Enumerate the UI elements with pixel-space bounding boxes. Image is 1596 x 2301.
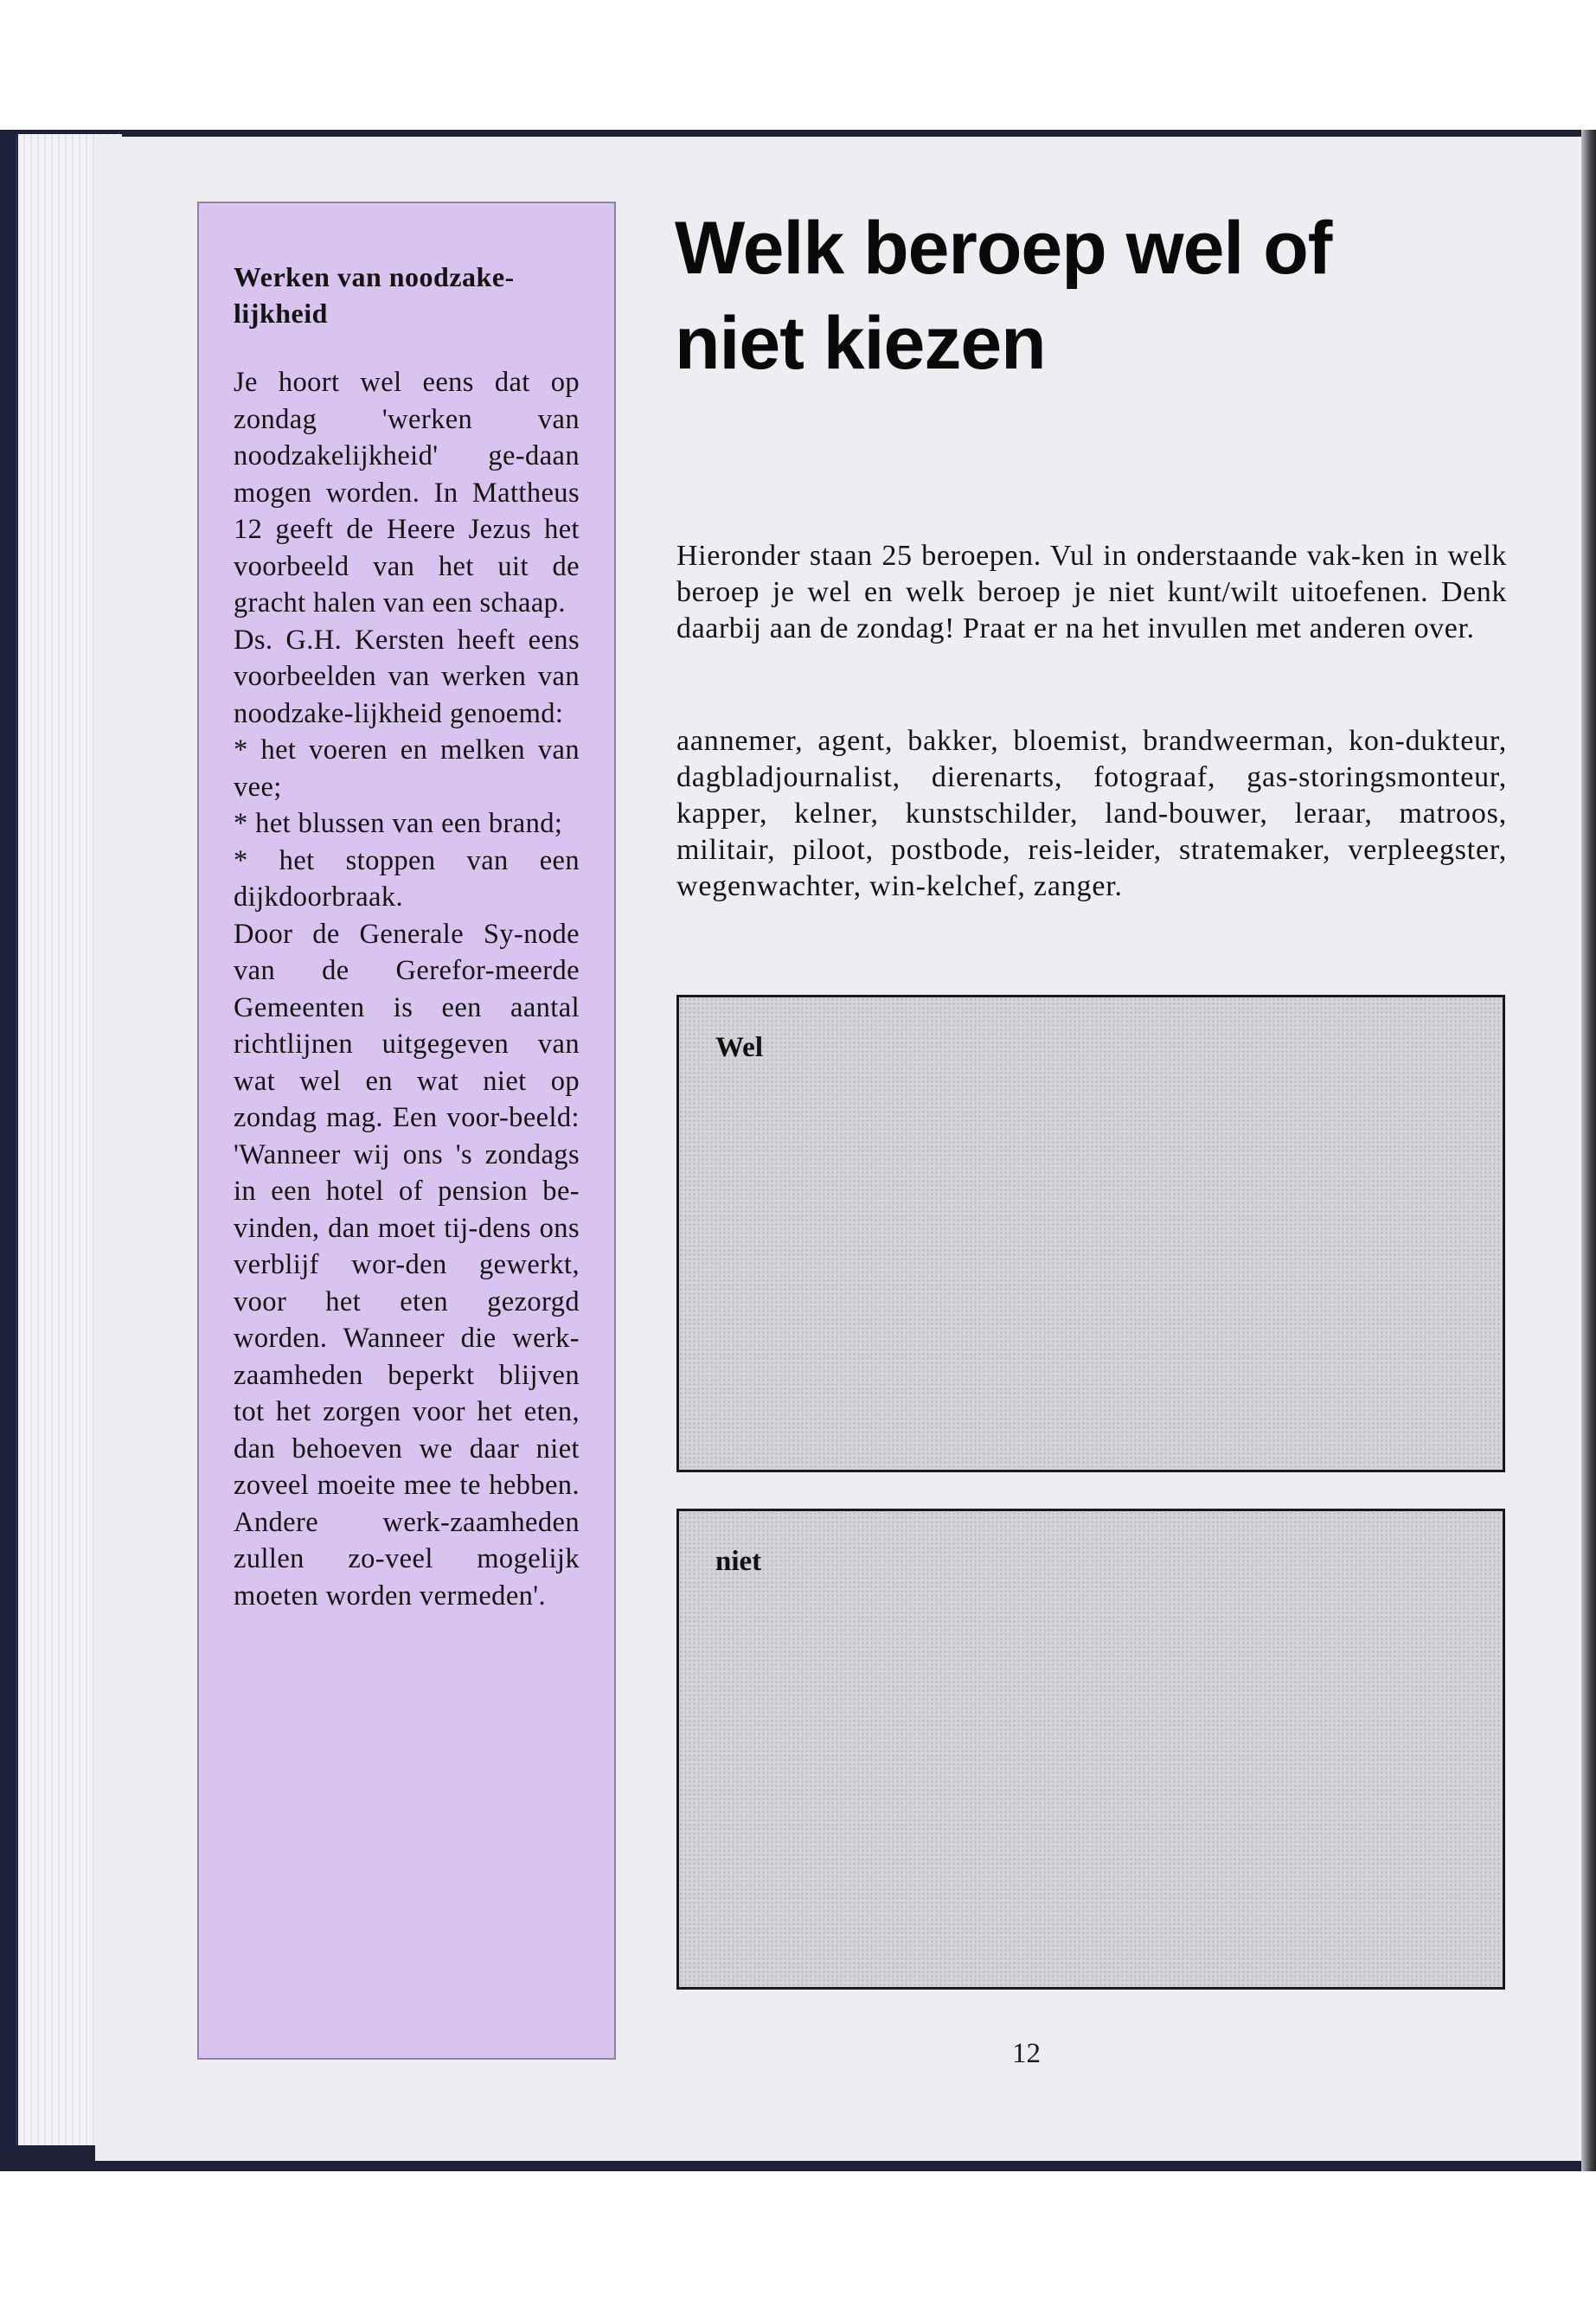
sidebar-heading: Werken van noodzake- lijkheid xyxy=(234,261,515,329)
sidebar-box xyxy=(197,202,616,2060)
intro-paragraph: Hieronder staan 25 beroepen. Vul in onderstaande vak-ken in welk beroep je wel en welk beroep je niet kunt/wilt uitoefenen. Denk daarbij aan de zondag! Praat er na het invullen met anderen over. xyxy=(676,540,1507,644)
professions-list: aannemer, agent, bakker, bloemist, brandweerman, kon-dukteur, dagbladjournalist, dierenarts, fotograaf, gas-storingsmonteur, kapper, kelner, kunstschilder, land-bouwer, leraar, matroos, militair, piloot, postbode, reis-leider, stratemaker, verpleegster, wegenwachter, win-kelchef, zanger. xyxy=(676,725,1507,902)
wel-answer-box[interactable] xyxy=(676,995,1505,1472)
wel-box-label: Wel xyxy=(715,1032,763,1063)
book-spine-shadow xyxy=(1581,130,1596,2171)
page-number: 12 xyxy=(1012,2038,1041,2069)
page-title: Welk beroep wel of niet kiezen xyxy=(675,207,1332,385)
niet-box-label: niet xyxy=(715,1546,762,1577)
niet-answer-box[interactable] xyxy=(676,1509,1505,1990)
sidebar-body-text: Je hoort wel eens dat op zondag 'werken van noodzakelijkheid' ge-daan mogen worden. In Mattheus 12 geeft de Heere Jezus het voorbeeld van het uit de gracht halen van een schaap. Ds. G.H. Kersten heeft eens voorbeelden van werken van noodzake-lijkheid genoemd: * het voeren en melken van vee; * het blussen van een brand; * het stoppen van een dijkdoorbraak. Door de Generale Sy-node van de Gerefor-meerde Gemeenten is een aantal richtlijnen uitgegeven van wat wel en wat niet op zondag mag. Een voor-beeld: 'Wanneer wij ons 's zondags in een hotel of pension be-vinden, dan moet tij-dens ons verblijf wor-den gewerkt, voor het eten gezorgd worden. Wanneer die werk-zaamheden beperkt blijven tot het zorgen voor het eten, dan behoeven we daar niet zoveel moeite mee te hebben. Andere werk-zaamheden zullen zo-veel mogelijk moeten worden vermeden'. xyxy=(234,367,580,1612)
